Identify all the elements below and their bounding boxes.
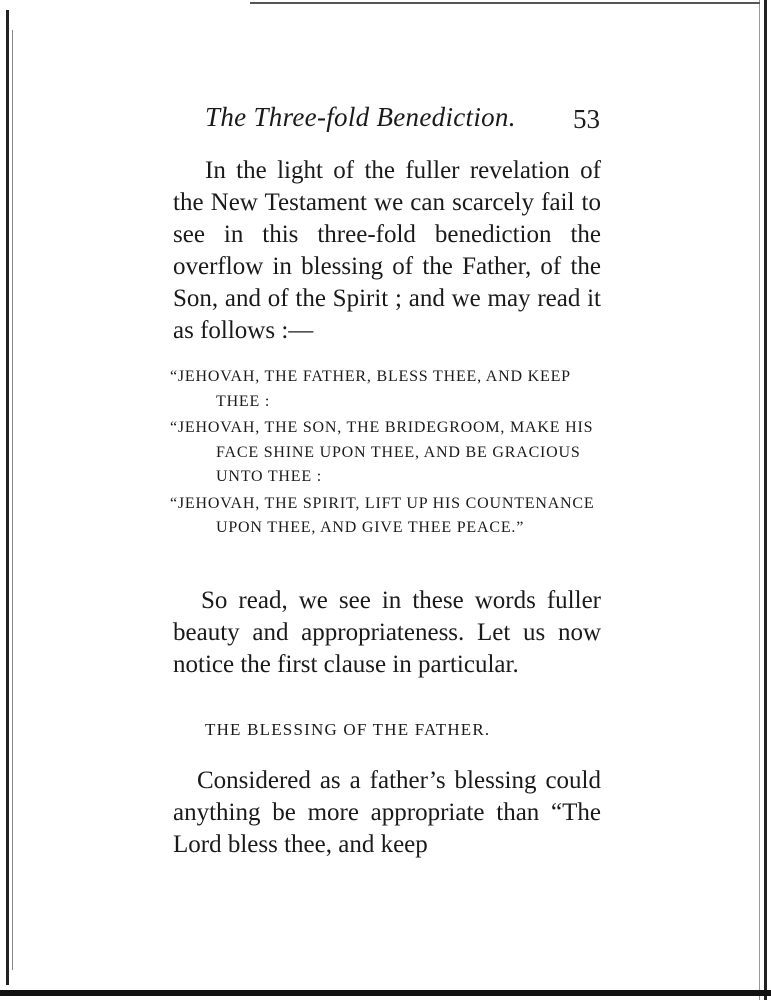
page-header bbox=[205, 100, 605, 140]
scan-border-right bbox=[764, 0, 767, 1000]
paragraph-1-text: In the light of the fuller revelation of the New Testament we can scarcely fail to see in this three-fold benediction the overflow in blessing of the Father, of the Son, and of the Spirit ; and we may read it as follows :— bbox=[173, 157, 601, 344]
scan-border-bottom bbox=[0, 990, 771, 996]
quote-son: “JEHOVAH, THE SON, THE BRIDEGROOM, MAKE HIS FACE SHINE UPON THEE, AND BE GRACIOUS UNTO THEE : bbox=[170, 419, 594, 485]
scan-border-left-inner bbox=[12, 30, 13, 970]
quote-spirit: “JEHOVAH, THE SPIRIT, LIFT UP HIS COUNTENANCE UPON THEE, AND GIVE THEE PEACE.” bbox=[170, 494, 595, 536]
scan-border-top bbox=[250, 2, 760, 4]
page-number: 53 bbox=[573, 104, 600, 134]
scan-border-left bbox=[6, 10, 9, 985]
paragraph-3 bbox=[173, 765, 601, 861]
paragraph-2-text: So read, we see in these words fuller beauty and appropriateness. Let us now notice the first clause in particular. bbox=[173, 587, 601, 678]
paragraph-1 bbox=[173, 155, 601, 347]
benediction-quotes bbox=[170, 365, 602, 543]
paragraph-3-text: Considered as a father’s blessing could anything be more appropriate than “The Lord bless thee, and keep bbox=[173, 767, 601, 858]
scan-border-right-inner bbox=[759, 0, 760, 1000]
section-heading: THE BLESSING OF THE FATHER. bbox=[205, 720, 491, 739]
quote-father: “JEHOVAH, THE FATHER, BLESS THEE, AND KEEP THEE : bbox=[170, 368, 571, 410]
paragraph-2 bbox=[173, 585, 601, 681]
running-title: The Three-fold Benediction. bbox=[205, 102, 516, 132]
